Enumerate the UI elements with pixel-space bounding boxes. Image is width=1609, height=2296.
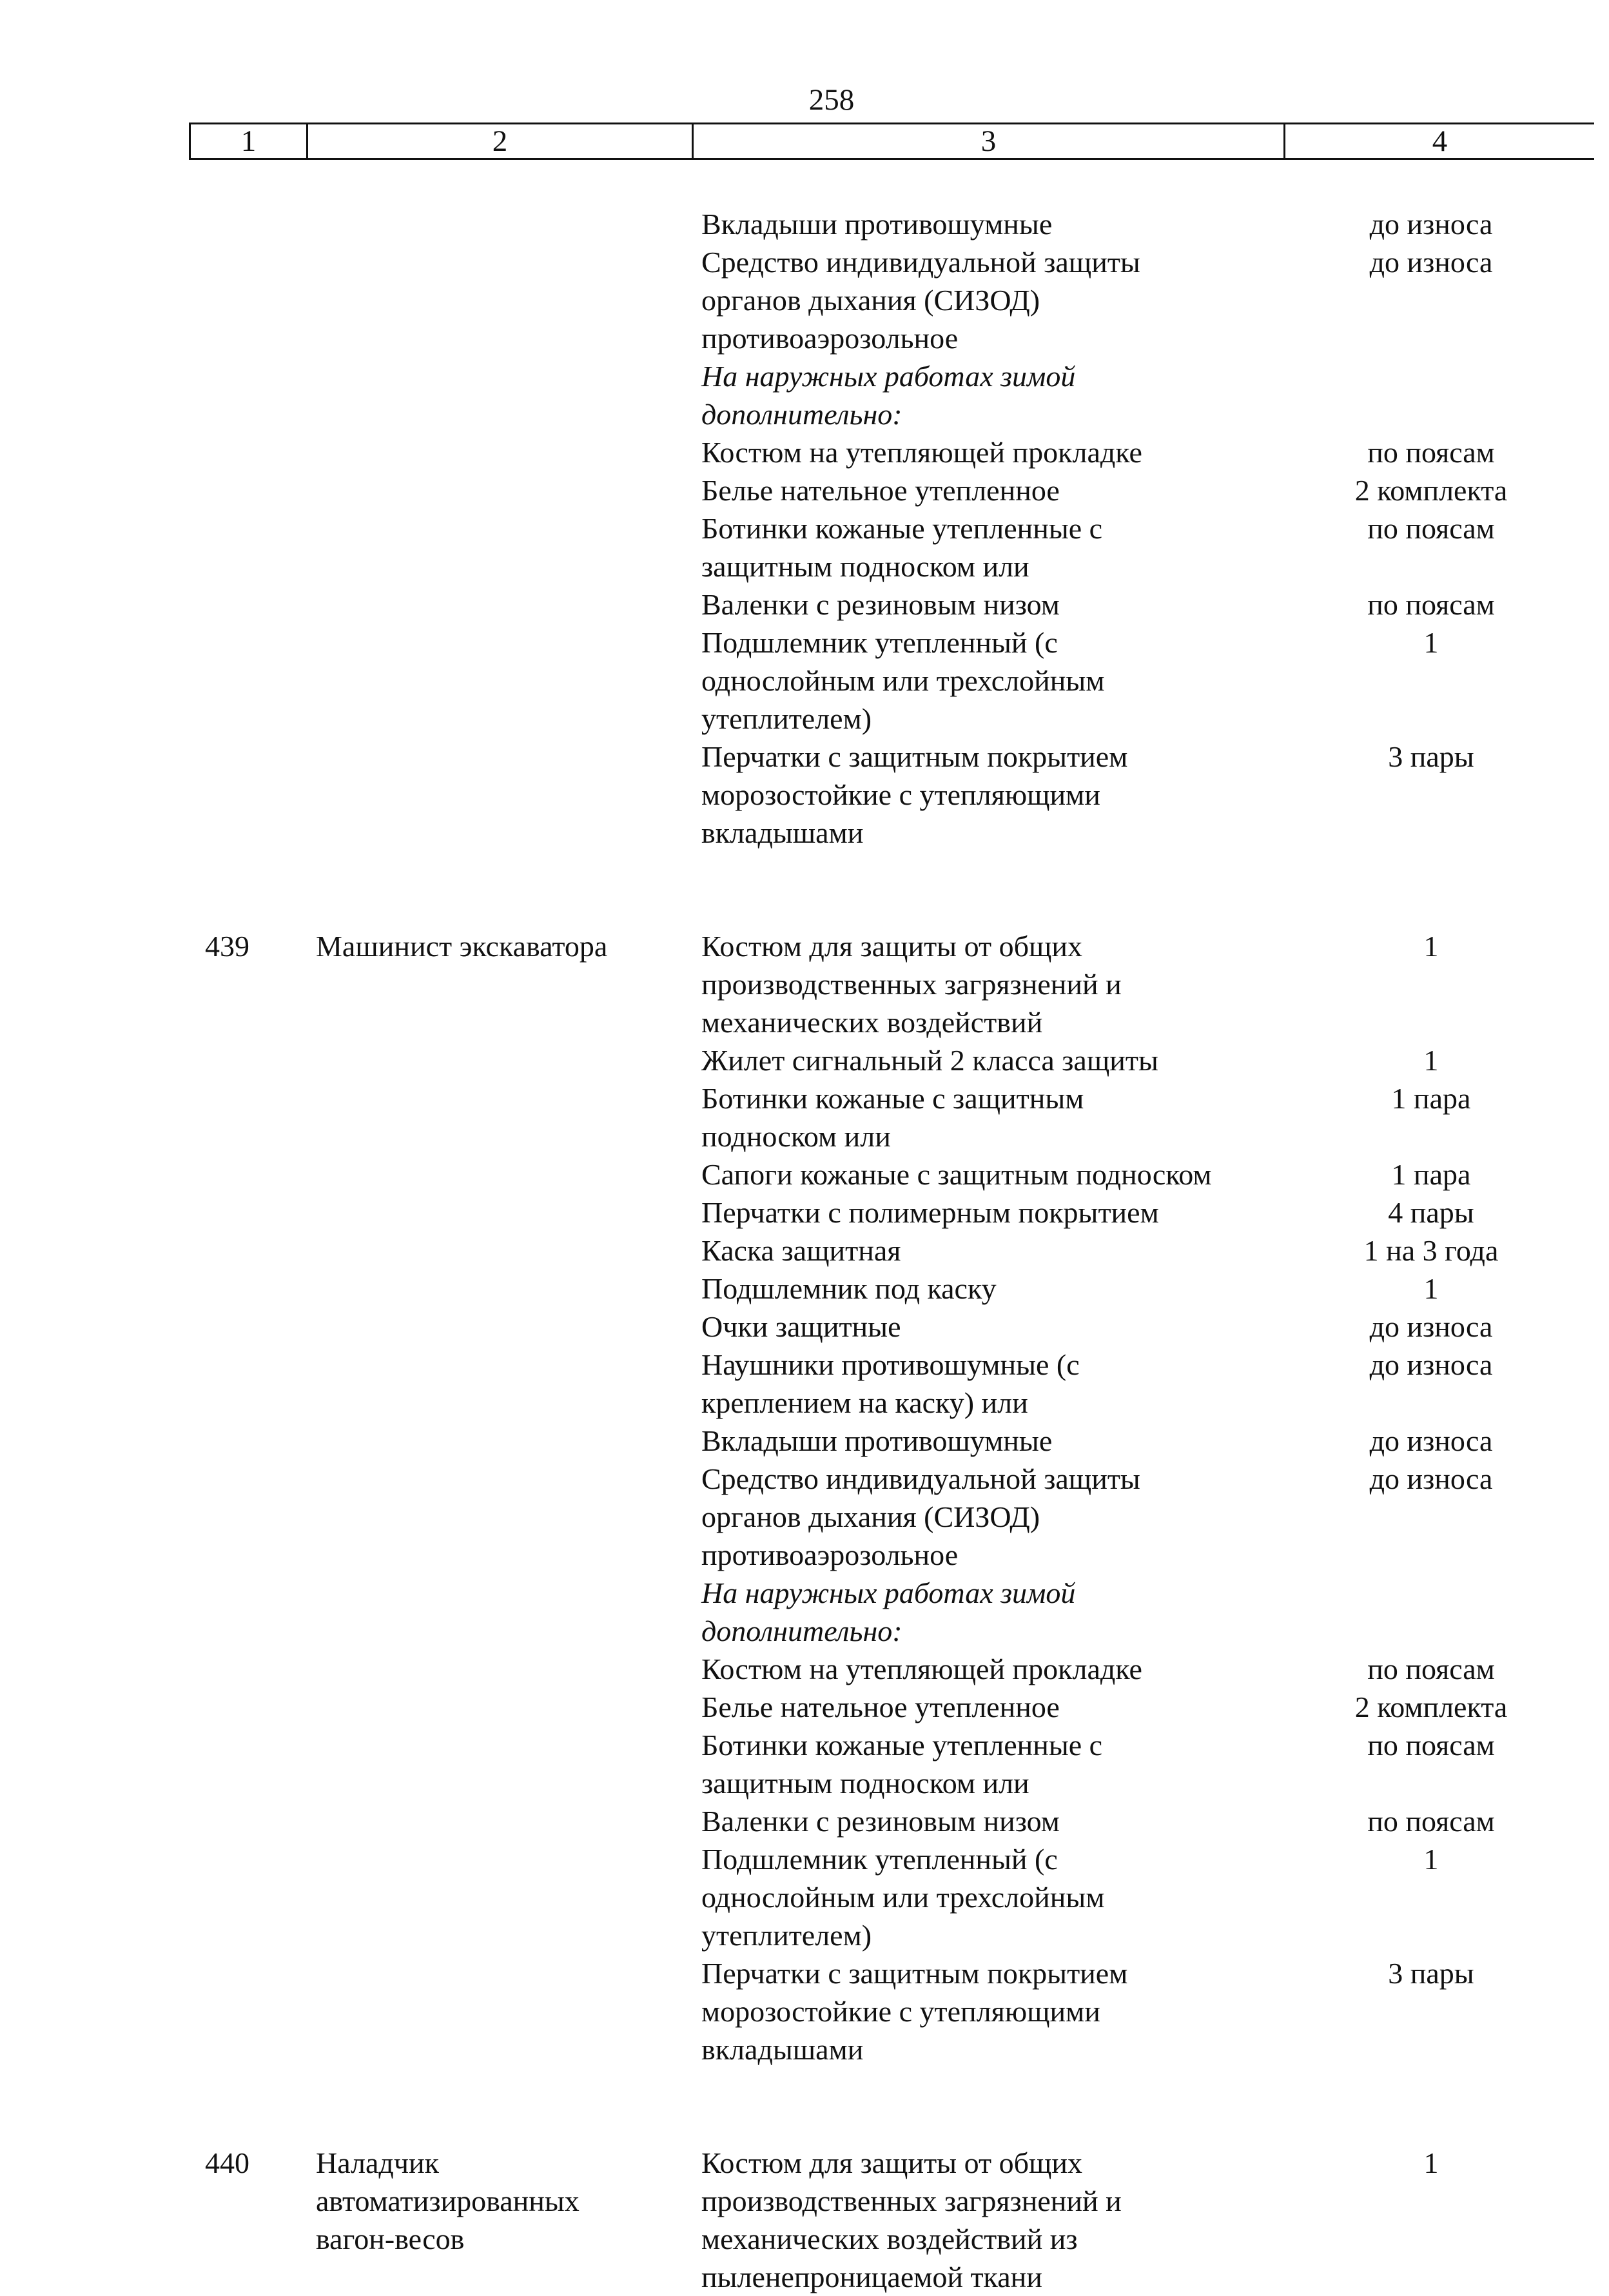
ppe-quantity: 4 пары (1388, 1196, 1474, 1229)
ppe-item: противоаэрозольное (701, 1538, 959, 1571)
ppe-quantity: до износа (1369, 1462, 1493, 1495)
ppe-quantity: по поясам (1367, 512, 1495, 545)
ppe-item: защитным подноском или (701, 550, 1029, 583)
ppe-item: Костюм на утепляющей прокладке (701, 436, 1142, 469)
table-line (0, 662, 1609, 700)
ppe-quantity: по поясам (1367, 1805, 1495, 1838)
ppe-item: Перчатки с защитным покрытием (701, 1957, 1128, 1990)
table-line (0, 1308, 1609, 1346)
table-line (0, 1079, 1609, 1117)
table-line (0, 2030, 1609, 2068)
table-line (0, 965, 1609, 1003)
table-line (0, 776, 1609, 814)
section-note: дополнительно: (701, 1614, 902, 1647)
continuation-section (0, 205, 1609, 852)
table-line (0, 2144, 1609, 2182)
ppe-item: Вкладыши противошумные (701, 208, 1053, 240)
ppe-item: механических воздействий из (701, 2222, 1078, 2255)
ppe-quantity: по поясам (1367, 1729, 1495, 1761)
table-line (0, 1155, 1609, 1193)
table-line (0, 1003, 1609, 1041)
ppe-quantity: 2 комплекта (1354, 474, 1508, 507)
ppe-item: Ботинки кожаные утепленные с (701, 1729, 1103, 1761)
ppe-item: Костюм на утепляющей прокладке (701, 1653, 1142, 1685)
ppe-item: Перчатки с полимерным покрытием (701, 1196, 1159, 1229)
table-line (0, 357, 1609, 395)
ppe-item: Валенки с резиновым низом (701, 588, 1060, 621)
ppe-item: Подшлемник утепленный (с (701, 1843, 1058, 1876)
ppe-item: Сапоги кожаные с защитным подноском (701, 1158, 1212, 1191)
ppe-item: Ботинки кожаные утепленные с (701, 512, 1103, 545)
table-line (0, 1688, 1609, 1726)
ppe-item: производственных загрязнений и (701, 2184, 1122, 2217)
ppe-item: креплением на каску) или (701, 1386, 1028, 1419)
ppe-quantity: до износа (1369, 1310, 1493, 1343)
table-line (0, 1878, 1609, 1916)
ppe-quantity: 1 (1423, 930, 1439, 963)
table-line (0, 1954, 1609, 1992)
ppe-item: утеплителем) (701, 702, 872, 735)
ppe-item: однослойным или трехслойным (701, 1881, 1105, 1914)
ppe-item: производственных загрязнений и (701, 968, 1122, 1001)
entry-number: 439 (205, 930, 249, 963)
ppe-quantity: по поясам (1367, 1653, 1495, 1685)
column-header-4: 4 (1432, 124, 1448, 158)
ppe-item: Средство индивидуальной защиты (701, 1462, 1140, 1495)
table-line (0, 1117, 1609, 1155)
ppe-item: Подшлемник утепленный (с (701, 626, 1058, 659)
profession-name: Машинист экскаватора (316, 930, 608, 963)
page-number: 258 (808, 83, 855, 117)
ppe-item: Средство индивидуальной защиты (701, 246, 1140, 279)
ppe-quantity: до износа (1369, 1424, 1493, 1457)
ppe-quantity: 1 (1423, 626, 1439, 659)
entry-440-section (0, 2144, 1609, 2296)
ppe-item: Костюм для защиты от общих (701, 2146, 1083, 2179)
ppe-item: Белье нательное утепленное (701, 474, 1060, 507)
ppe-quantity: 3 пары (1388, 740, 1474, 773)
table-line (0, 814, 1609, 852)
ppe-quantity: 1 пара (1391, 1082, 1471, 1115)
ppe-item: Валенки с резиновым низом (701, 1805, 1060, 1838)
table-line (0, 509, 1609, 547)
section-gap (0, 2068, 1609, 2144)
ppe-item: Костюм для защиты от общих (701, 930, 1083, 963)
table-line (0, 1422, 1609, 1460)
ppe-quantity: 1 пара (1391, 1158, 1471, 1191)
entry-439-section (0, 927, 1609, 2068)
table-line (0, 1802, 1609, 1840)
ppe-quantity: 1 (1423, 1272, 1439, 1305)
table-line (0, 738, 1609, 776)
table-line (0, 281, 1609, 319)
table-line (0, 1460, 1609, 1498)
table-line (0, 243, 1609, 281)
table-line (0, 1840, 1609, 1878)
ppe-item: Очки защитные (701, 1310, 901, 1343)
table-line (0, 1992, 1609, 2030)
ppe-quantity: по поясам (1367, 436, 1495, 469)
ppe-quantity: 3 пары (1388, 1957, 1474, 1990)
table-line (0, 1384, 1609, 1422)
ppe-item: вкладышами (701, 816, 864, 849)
ppe-quantity: 1 (1423, 2146, 1439, 2179)
table-line (0, 585, 1609, 623)
table-line (0, 927, 1609, 965)
profession-name: вагон-весов (316, 2222, 465, 2255)
table-line (0, 1193, 1609, 1231)
entry-number: 440 (205, 2146, 249, 2179)
section-note: На наружных работах зимой (701, 1576, 1076, 1609)
table-line (0, 1346, 1609, 1384)
table-line (0, 1041, 1609, 1079)
table-line (0, 547, 1609, 585)
table-body (0, 205, 1609, 2296)
table-line (0, 1650, 1609, 1688)
ppe-quantity: 2 комплекта (1354, 1691, 1508, 1723)
profession-name: автоматизированных (316, 2184, 580, 2217)
column-header-1: 1 (191, 124, 308, 158)
column-header-3: 3 (694, 124, 1285, 158)
table-line (0, 623, 1609, 662)
ppe-item: пыленепроницаемой ткани (701, 2261, 1042, 2293)
ppe-item: утеплителем) (701, 1919, 872, 1952)
table-line (0, 2220, 1609, 2258)
section-note: дополнительно: (701, 398, 902, 431)
column-header-2: 2 (308, 124, 694, 158)
ppe-item: Подшлемник под каску (701, 1272, 997, 1305)
table-line (0, 471, 1609, 509)
ppe-quantity: до износа (1369, 246, 1493, 279)
ppe-item: Перчатки с защитным покрытием (701, 740, 1128, 773)
ppe-item: Белье нательное утепленное (701, 1691, 1060, 1723)
ppe-quantity: 1 (1423, 1044, 1439, 1077)
ppe-item: вкладышами (701, 2033, 864, 2066)
table-line (0, 205, 1609, 243)
table-line (0, 1231, 1609, 1270)
column-header-row (189, 123, 1594, 160)
table-line (0, 700, 1609, 738)
ppe-item: Каска защитная (701, 1234, 901, 1267)
profession-name: Наладчик (316, 2146, 439, 2179)
ppe-item: Жилет сигнальный 2 класса защиты (701, 1044, 1158, 1077)
ppe-item: противоаэрозольное (701, 322, 959, 355)
table-line (0, 319, 1609, 357)
ppe-quantity: до износа (1369, 1348, 1493, 1381)
ppe-item: Вкладыши противошумные (701, 1424, 1053, 1457)
ppe-item: Наушники противошумные (с (701, 1348, 1080, 1381)
section-note: На наружных работах зимой (701, 360, 1076, 393)
table-line (0, 1270, 1609, 1308)
ppe-quantity: 1 (1423, 1843, 1439, 1876)
ppe-item: механических воздействий (701, 1006, 1043, 1039)
ppe-item: защитным подноском или (701, 1767, 1029, 1800)
ppe-item: морозостойкие с утепляющими (701, 778, 1100, 811)
table-line (0, 433, 1609, 471)
table-line (0, 395, 1609, 433)
table-line (0, 1726, 1609, 1764)
ppe-item: подноском или (701, 1120, 891, 1153)
ppe-item: однослойным или трехслойным (701, 664, 1105, 697)
table-line (0, 1916, 1609, 1954)
section-gap (0, 852, 1609, 927)
ppe-quantity: 1 на 3 года (1363, 1234, 1499, 1267)
table-line (0, 1612, 1609, 1650)
table-line (0, 2258, 1609, 2296)
ppe-item: морозостойкие с утепляющими (701, 1995, 1100, 2028)
table-line (0, 1574, 1609, 1612)
ppe-quantity: до износа (1369, 208, 1493, 240)
ppe-item: Ботинки кожаные с защитным (701, 1082, 1084, 1115)
ppe-item: органов дыхания (СИЗОД) (701, 284, 1040, 317)
ppe-item: органов дыхания (СИЗОД) (701, 1500, 1040, 1533)
table-line (0, 1536, 1609, 1574)
table-line (0, 1498, 1609, 1536)
table-line (0, 2182, 1609, 2220)
table-line (0, 1764, 1609, 1802)
ppe-quantity: по поясам (1367, 588, 1495, 621)
